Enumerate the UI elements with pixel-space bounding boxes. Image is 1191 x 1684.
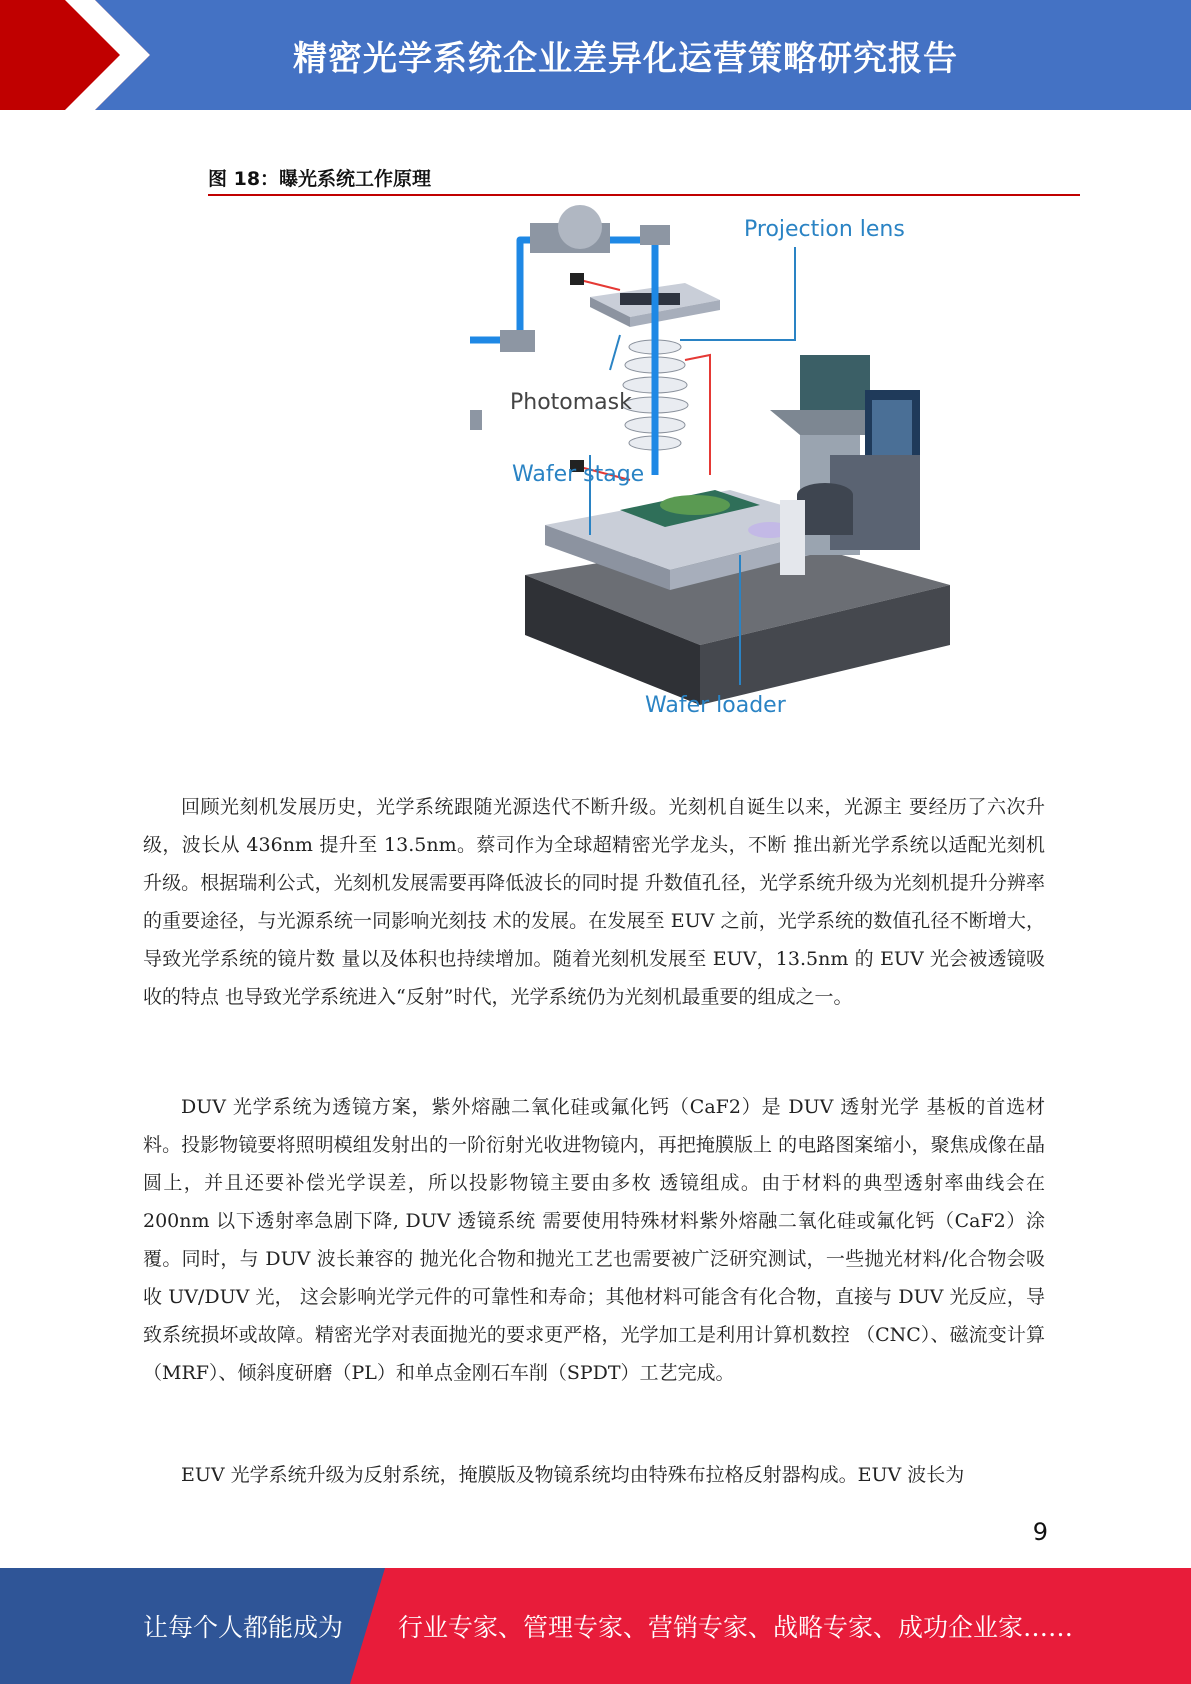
page-number: 9 [1032,1518,1048,1546]
label-wafer-stage: Wafer stage [512,462,645,487]
label-photomask: Photomask [510,390,632,415]
exposure-system-diagram [470,205,960,725]
paragraph-text: 回顾光刻机发展历史，光学系统跟随光源迭代不断升级。光刻机自诞生以来，光源主 要经历了六次升级，波长从 436nm 提升至 13.5nm。蔡司作为全球超精密光学龙头，不断 推出新光学系统以适配光刻机升级。根据瑞利公式，光刻机发展需要再降低波长的同时提 升数值孔径，光学系统升级为光刻机提升分辨率的重要途径，与光源系统一同影响光刻技 术的发展。在发展至 EUV 之前，光学系统的数值孔径不断增大，导致光学系统的镜片数 量以及体积也持续增加。随着光刻机发展至 EUV，13.5nm 的 EUV 光会被透镜吸收的特点 也导致光学系统进入“反射”时代，光学系统仍为光刻机最重要的组成之一。 [143,796,1045,1008]
header-red-arrow-decoration [0,0,150,110]
body-paragraph-1 [143,788,1045,1016]
footer-slogan-left: 让每个人都能成为 [143,1613,344,1642]
paragraph-text: EUV 光学系统升级为反射系统，掩膜版及物镜系统均由特殊布拉格反射器构成。EUV 波长为 [181,1464,965,1486]
paragraph-text: DUV 光学系统为透镜方案，紫外熔融二氧化硅或氟化钙（CaF2）是 DUV 透射光学 基板的首选材料。投影物镜要将照明模组发射出的一阶衍射光收进物镜内，再把掩膜版上 的电路图案缩小，聚焦成像在晶圆上，并且还要补偿光学误差，所以投影物镜主要由多枚 透镜组成。由于材料的典型透射率曲线会在 200nm 以下透射率急剧下降, DUV 透镜系统 需要使用特殊材料紫外熔融二氧化硅或氟化钙（CaF2）涂覆。同时，与 DUV 波长兼容的 抛光化合物和抛光工艺也需要被广泛研究测试，一些抛光材料/化合物会吸收 UV/DUV 光， 这会影响光学元件的可靠性和寿命；其他材料可能含有化合物，直接与 DUV 光反应，导 致系统损坏或故障。精密光学对表面抛光的要求更严格，光学加工是利用计算机数控 （CNC）、磁流变计算（MRF）、倾斜度研磨（PL）和单点金刚石车削（SPDT）工艺完成。 [143,1096,1045,1384]
label-wafer-loader: Wafer loader [645,693,786,718]
body-paragraph-2 [143,1088,1045,1392]
footer-banner [0,1568,1191,1684]
header-banner [0,0,1191,110]
report-title: 精密光学系统企业差异化运营策略研究报告 [293,38,958,79]
footer-slogan-right: 行业专家、管理专家、营销专家、战略专家、成功企业家…… [398,1613,1074,1642]
figure-caption: 图 18：曝光系统工作原理 [208,166,1080,196]
body-paragraph-3 [143,1456,1045,1494]
label-projection-lens: Projection lens [744,217,905,242]
